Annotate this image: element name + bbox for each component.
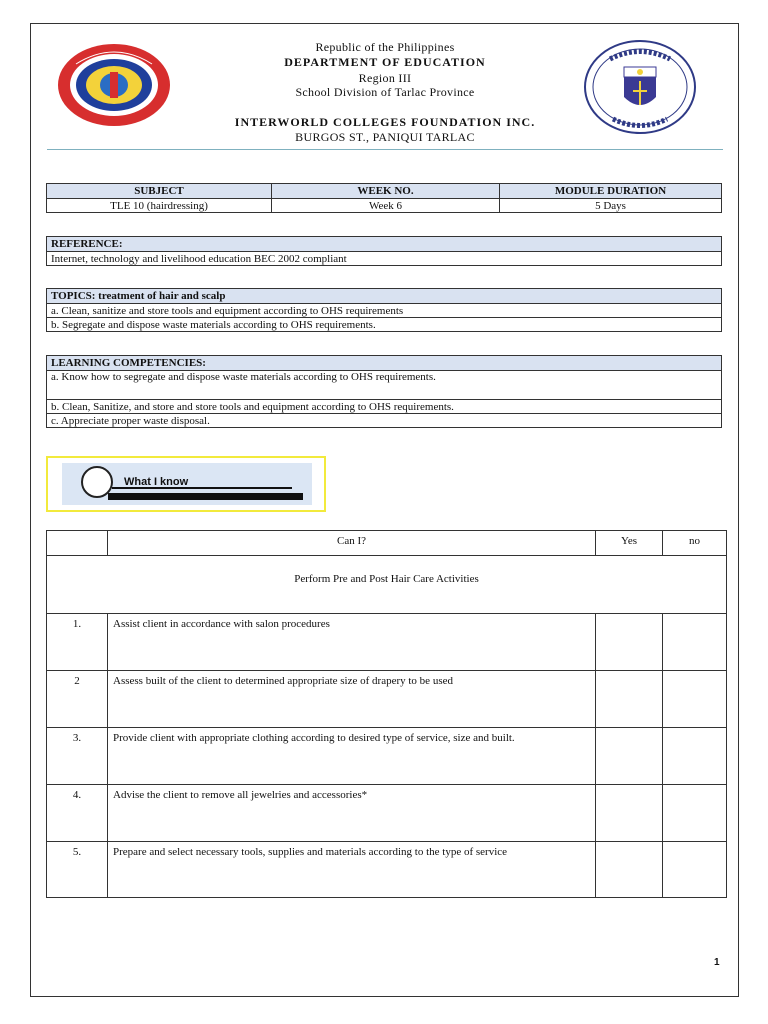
checklist-num-header: [47, 531, 108, 556]
row-number: 5.: [47, 842, 108, 898]
header-division: School Division of Tarlac Province: [295, 85, 475, 99]
table-row: [47, 728, 727, 785]
topic-item: a. Clean, sanitize and store tools and equipment according to OHS requirements: [47, 304, 722, 318]
table-row: [47, 785, 727, 842]
row-text: Assess built of the client to determined appropriate size of drapery to be used: [108, 671, 596, 728]
can-i-header: Can I?: [108, 531, 596, 556]
topics-label: TOPICS: treatment of hair and scalp: [47, 289, 722, 304]
duration-header: MODULE DURATION: [500, 184, 722, 199]
reference-text: Internet, technology and livelihood education BEC 2002 compliant: [47, 252, 722, 266]
week-header: WEEK NO.: [272, 184, 500, 199]
header-deped: DEPARTMENT OF EDUCATION: [284, 55, 486, 69]
row-number: 3.: [47, 728, 108, 785]
competency-item: c. Appreciate proper waste disposal.: [47, 414, 722, 428]
subject-value: TLE 10 (hairdressing): [47, 199, 272, 213]
week-value: Week 6: [272, 199, 500, 213]
competency-item: b. Clean, Sanitize, and store and store tools and equipment according to OHS requirements.: [47, 400, 722, 414]
row-text: Provide client with appropriate clothing according to desired type of service, size and built.: [108, 728, 596, 785]
table-row: [47, 842, 727, 898]
what-i-know-label: What I know: [124, 476, 189, 488]
row-number: 2: [47, 671, 108, 728]
duration-value: 5 Days: [500, 199, 722, 213]
subject-table: [46, 183, 722, 213]
no-cell[interactable]: [663, 671, 727, 728]
row-text: Assist client in accordance with salon procedures: [108, 614, 596, 671]
row-number: 4.: [47, 785, 108, 842]
yes-cell[interactable]: [596, 842, 663, 898]
school-address: BURGOS ST., PANIQUI TARLAC: [295, 130, 475, 144]
competency-item: a. Know how to segregate and dispose waste materials according to OHS requirements.: [47, 371, 722, 400]
school-name: INTERWORLD COLLEGES FOUNDATION INC.: [234, 115, 536, 129]
header-republic: Republic of the Philippines: [315, 40, 455, 54]
yes-header: Yes: [596, 531, 663, 556]
checklist-table: [46, 530, 727, 898]
yes-cell[interactable]: [596, 671, 663, 728]
yes-cell[interactable]: [596, 785, 663, 842]
deped-seal: [583, 39, 697, 135]
row-text: Advise the client to remove all jewelries and accessories*: [108, 785, 596, 842]
reference-label: REFERENCE:: [47, 237, 722, 252]
yes-cell[interactable]: [596, 728, 663, 785]
competencies-table: [46, 355, 722, 428]
topics-table: [46, 288, 722, 332]
no-cell[interactable]: [663, 842, 727, 898]
no-cell[interactable]: [663, 614, 727, 671]
page-number: 1: [714, 957, 720, 968]
yes-cell[interactable]: [596, 614, 663, 671]
no-cell[interactable]: [663, 728, 727, 785]
no-cell[interactable]: [663, 785, 727, 842]
section-title: Perform Pre and Post Hair Care Activities: [47, 556, 727, 614]
header-region: Region III: [358, 71, 412, 85]
thinking-icon: [81, 466, 113, 498]
competencies-label: LEARNING COMPETENCIES:: [47, 356, 722, 371]
table-row: [47, 671, 727, 728]
interworld-logo: [56, 42, 172, 128]
header-divider: [47, 149, 723, 150]
row-text: Prepare and select necessary tools, supplies and materials according to the type of service: [108, 842, 596, 898]
reference-table: [46, 236, 722, 266]
subject-header: SUBJECT: [47, 184, 272, 199]
no-header: no: [663, 531, 727, 556]
topic-item: b. Segregate and dispose waste materials according to OHS requirements.: [47, 318, 722, 332]
table-row: [47, 614, 727, 671]
what-i-know-banner: [46, 456, 326, 512]
row-number: 1.: [47, 614, 108, 671]
